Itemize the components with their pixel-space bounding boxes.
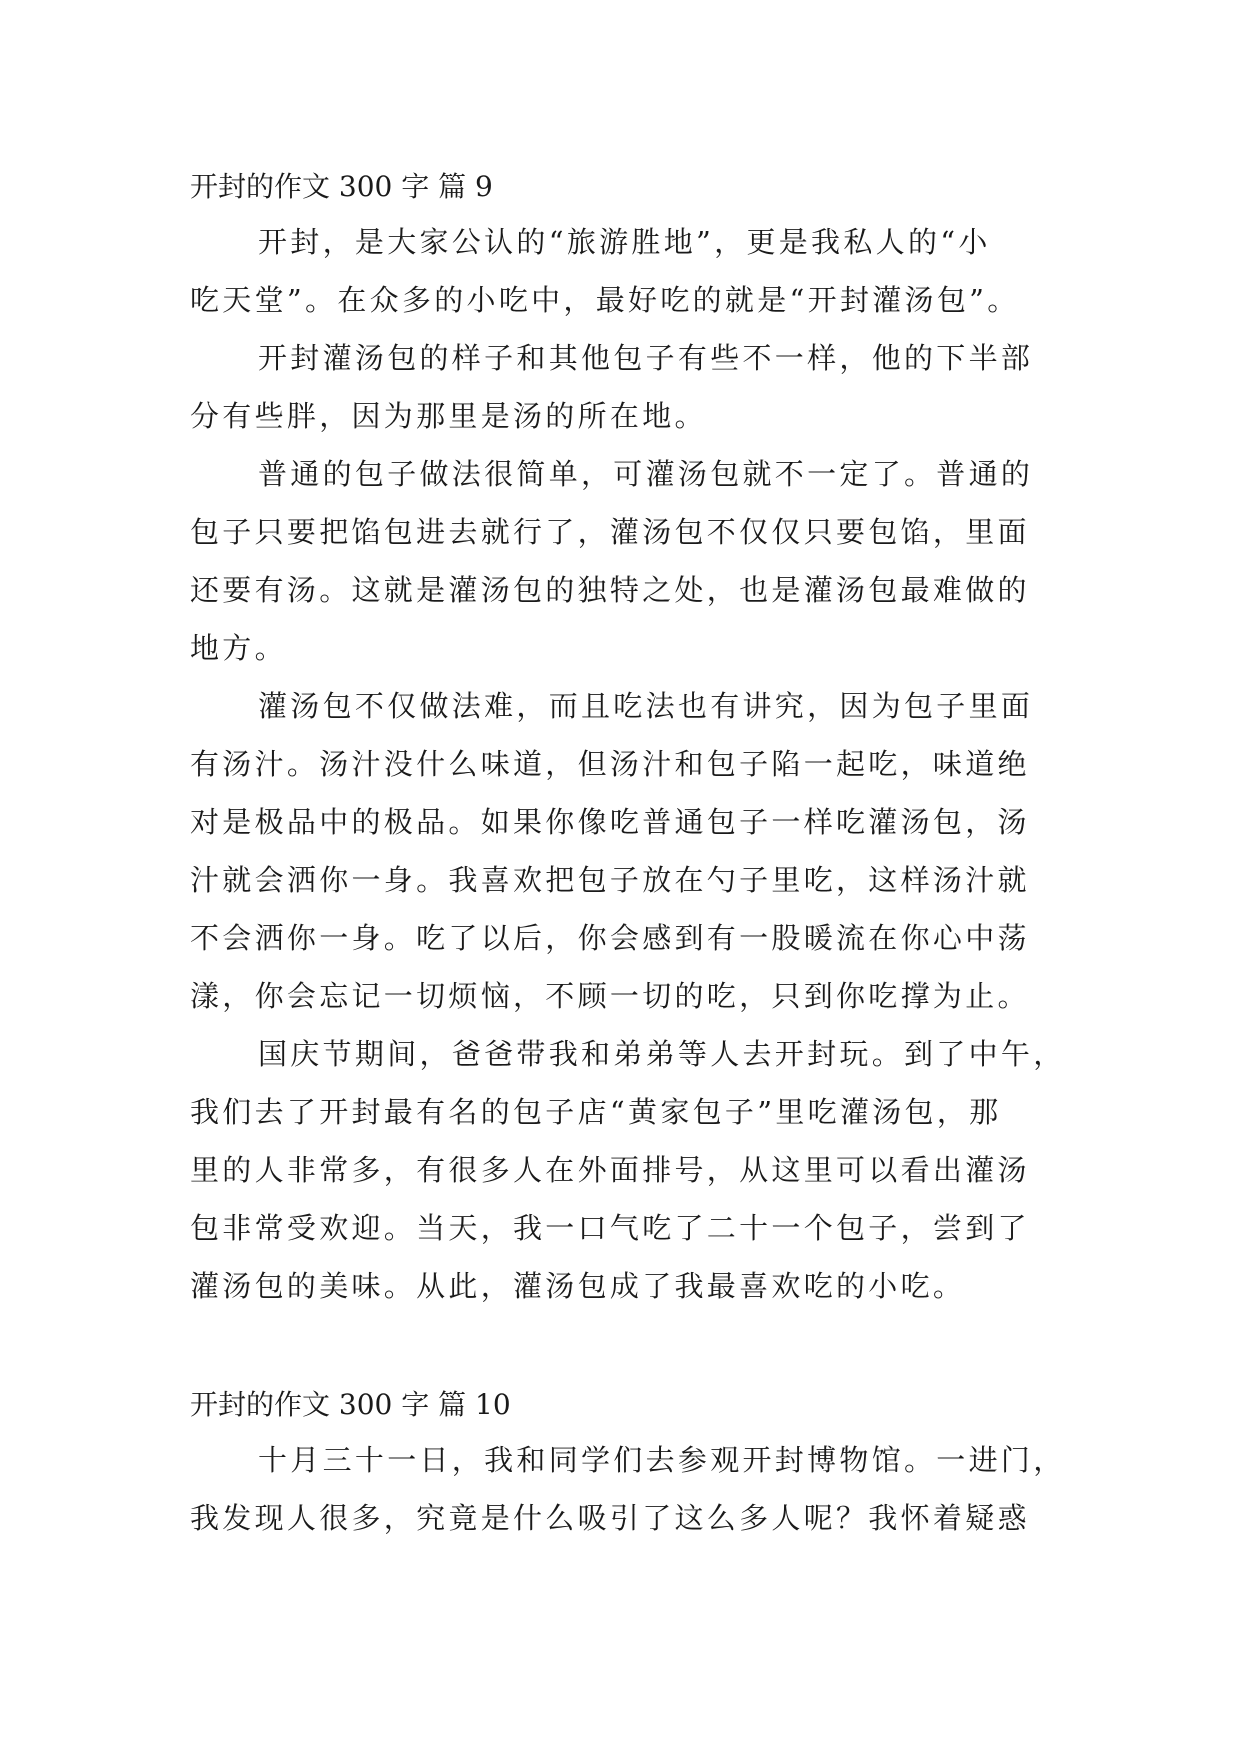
paragraph-line: 吃天堂”。在众多的小吃中，最好吃的就是“开封灌汤包”。 — [190, 283, 1020, 317]
essay-heading-10: 开封的作文 300 字 篇 10 — [190, 1388, 511, 1421]
paragraph-line: 里的人非常多，有很多人在外面排号，从这里可以看出灌汤 — [190, 1153, 1030, 1187]
paragraph-line: 漾，你会忘记一切烦恼，不顾一切的吃，只到你吃撑为止。 — [190, 979, 1030, 1013]
essay-heading-9: 开封的作文 300 字 篇 9 — [190, 170, 493, 203]
paragraph-line: 我发现人很多，究竟是什么吸引了这么多人呢？我怀着疑惑 — [190, 1501, 1030, 1535]
paragraph-line: 汁就会洒你一身。我喜欢把包子放在勺子里吃，这样汤汁就 — [190, 863, 1030, 897]
paragraph-line: 地方。 — [190, 631, 287, 665]
paragraph-line: 十月三十一日，我和同学们去参观开封博物馆。一进门， — [258, 1443, 1066, 1477]
paragraph-line: 普通的包子做法很简单，可灌汤包就不一定了。普通的 — [258, 457, 1034, 491]
paragraph-line: 我们去了开封最有名的包子店“黄家包子”里吃灌汤包，那 — [190, 1095, 1002, 1129]
paragraph-line: 有汤汁。汤汁没什么味道，但汤汁和包子陷一起吃，味道绝 — [190, 747, 1030, 781]
paragraph-line: 开封，是大家公认的“旅游胜地”，更是我私人的“小 — [258, 225, 991, 259]
paragraph-line: 不会洒你一身。吃了以后，你会感到有一股暖流在你心中荡 — [190, 921, 1030, 955]
paragraph-line: 开封灌汤包的样子和其他包子有些不一样，他的下半部 — [258, 341, 1034, 375]
paragraph-line: 包子只要把馅包进去就行了，灌汤包不仅仅只要包馅，里面 — [190, 515, 1030, 549]
paragraph-line: 分有些胖，因为那里是汤的所在地。 — [190, 399, 707, 433]
paragraph-line: 还要有汤。这就是灌汤包的独特之处，也是灌汤包最难做的 — [190, 573, 1030, 607]
paragraph-line: 包非常受欢迎。当天，我一口气吃了二十一个包子，尝到了 — [190, 1211, 1030, 1245]
paragraph-line: 国庆节期间，爸爸带我和弟弟等人去开封玩。到了中午， — [258, 1037, 1066, 1071]
paragraph-line: 对是极品中的极品。如果你像吃普通包子一样吃灌汤包，汤 — [190, 805, 1030, 839]
paragraph-line: 灌汤包不仅做法难，而且吃法也有讲究，因为包子里面 — [258, 689, 1034, 723]
paragraph-line: 灌汤包的美味。从此，灌汤包成了我最喜欢吃的小吃。 — [190, 1269, 966, 1303]
